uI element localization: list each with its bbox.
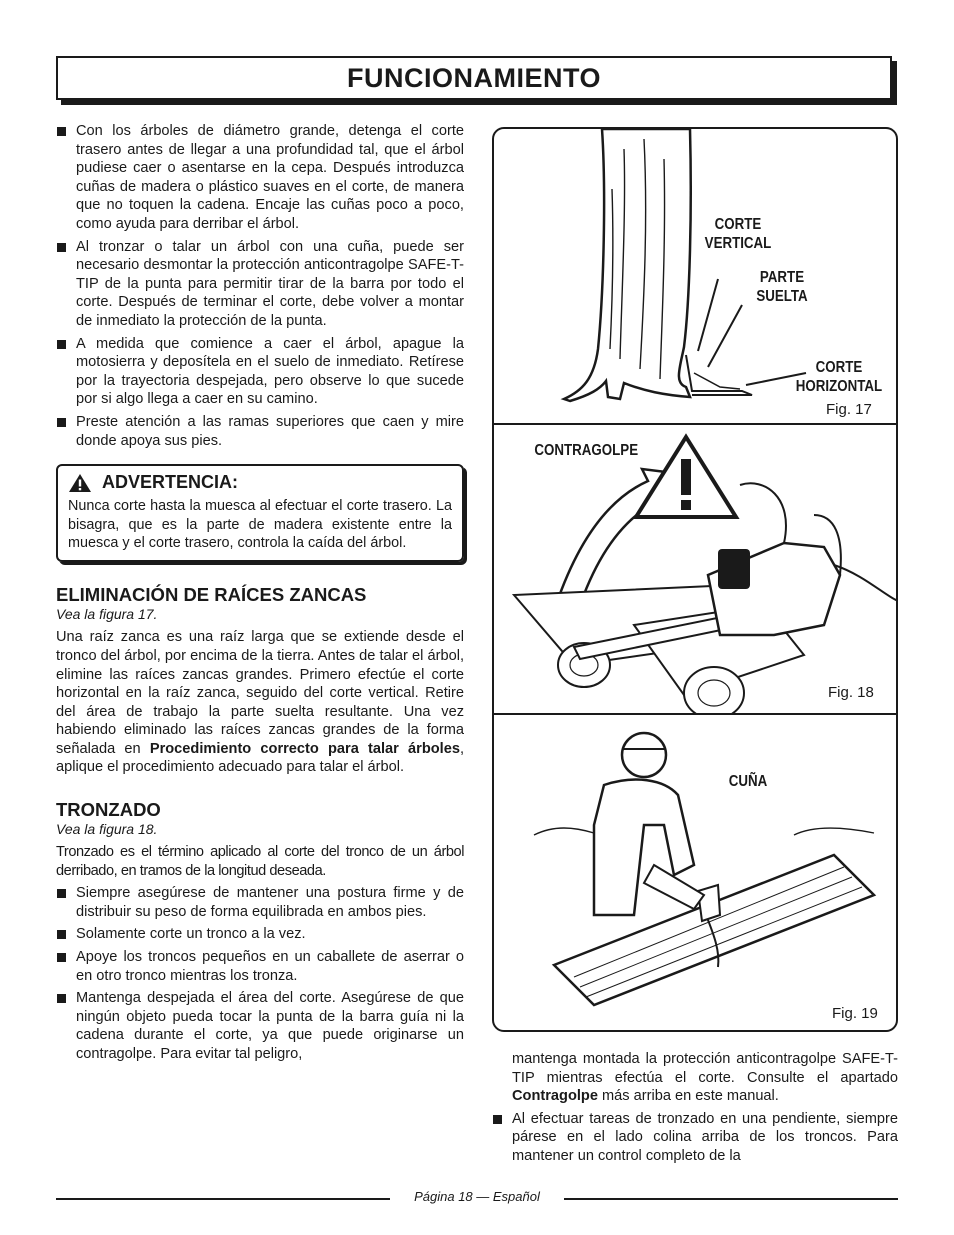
warning-text: Nunca corte hasta la muesca al efectuar el corte trasero. La bisagra, que es la parte de madera existente entre la muesca y el corte trasero, controla la caída del árbol. xyxy=(68,498,452,551)
bold-reference: Procedimiento correcto para talar árboles xyxy=(149,740,460,757)
page-title-box xyxy=(56,56,892,100)
figures-frame xyxy=(492,127,898,1032)
bucking-bullets xyxy=(56,884,464,1063)
text-span: Una raíz zanca es una raíz larga que se extiende desde el tronco del árbol, por encima de la tierra. Antes de talar el árbol, elimine las raíces zancas grandes. Primero efectúe el corte horizontal en la raíz zanca, seguido del corte vertical. Retire del área de trabajo la parte suelta resultante. Una vez habiendo eliminado las raíces zancas grandes de la forma señalada en xyxy=(56,629,464,757)
text-span: , aplique el procedimiento adecuado para talar el árbol. xyxy=(56,740,464,776)
slope-bullets xyxy=(492,1110,898,1166)
list-item: Solamente corte un tronco a la vez. xyxy=(56,925,464,944)
left-column xyxy=(56,122,464,1068)
text-span: más arriba en este manual. xyxy=(597,1088,779,1105)
callout-parte-suelta: PARTE SUELTA xyxy=(756,269,808,305)
fig18-bucking-illustration xyxy=(494,425,898,715)
page-footer xyxy=(56,1187,898,1207)
callout-cuna: CUÑA xyxy=(728,773,768,790)
fig19-label: Fig. 19 xyxy=(832,1005,878,1022)
warning-header xyxy=(68,472,452,493)
warning-heading: ADVERTENCIA: xyxy=(102,472,239,493)
list-item: Al efectuar tareas de tronzado en una pendiente, siempre párese en el lado colina arriba de los troncos. Para mantener un control completo de la xyxy=(492,1110,898,1166)
footer-page-number: Página 18 — Español xyxy=(414,1189,540,1204)
bold-reference: Contragolpe xyxy=(512,1088,598,1105)
figure-reference: Vea la figura 17. xyxy=(56,606,158,623)
footer-rule-right xyxy=(564,1198,898,1200)
section-heading-bucking: TRONZADO xyxy=(56,799,161,821)
text-span: mantenga montada la protección anticontragolpe SAFE-T-TIP mientras efectúa el corte. Consulte el apartado xyxy=(512,1051,898,1086)
fig18-label: Fig. 18 xyxy=(828,684,874,701)
list-item: Al tronzar o talar un árbol con una cuña, puede ser necesario desmontar la protección anticontragolpe SAFE-T-TIP de la punta para permitir tirar de la barra por todo el corte. Después de terminar el corte, debe volver a montar de inmediato la protección de la punta. xyxy=(56,238,464,331)
figure-reference: Vea la figura 18. xyxy=(56,821,158,838)
callout-contragolpe: CONTRAGOLPE xyxy=(534,442,639,459)
list-item: Preste atención a las ramas superiores que caen y mire donde apoya sus pies. xyxy=(56,413,464,450)
section-heading-root-removal: ELIMINACIÓN DE RAÍCES ZANCAS xyxy=(56,584,367,606)
fig17-label: Fig. 17 xyxy=(826,401,872,418)
callout-corte-horizontal: CORTE HORIZONTAL xyxy=(795,359,883,395)
right-column-text xyxy=(492,1050,898,1170)
list-item: Con los árboles de diámetro grande, detenga el corte trasero antes de llegar a una profundidad tal, que el árbol pudiese caer o asentarse en la cepa. Después introduzca cuñas de madera o plástico suaves en el corte, de manera que no toquen la cadena. Encaje las cuñas poco a poco, como ayuda para derribar el árbol. xyxy=(56,122,464,234)
felling-bullets xyxy=(56,122,464,450)
list-item: Siempre asegúrese de mantener una postura firme y de distribuir su peso de forma equilibrada en ambos pies. xyxy=(56,884,464,921)
page-title: FUNCIONAMIENTO xyxy=(347,62,601,93)
fig19-wedge-illustration xyxy=(494,715,898,1032)
warning-triangle-icon xyxy=(68,473,92,493)
list-item: Apoye los troncos pequeños en un caballete de aserrar o en otro tronco mientras los tronza. xyxy=(56,948,464,985)
callout-corte-vertical: CORTE VERTICAL xyxy=(704,216,772,252)
continued-paragraph xyxy=(492,1050,898,1106)
warning-box xyxy=(56,464,464,562)
list-item: Mantenga despejada el área del corte. Asegúrese de que ningún objeto pueda tocar la punta de la barra guía ni la cadena durante el corte, ya que puede originarse un contragolpe. Para evitar tal peligro, xyxy=(56,989,464,1063)
list-item: A medida que comience a caer el árbol, apague la motosierra y deposítela en el suelo de inmediato. Retírese por la trayectoria despejada, pero observe lo que sucede por si algo llega a caer en su camino. xyxy=(56,335,464,409)
bucking-text: Tronzado es el término aplicado al corte del tronco de un árbol derribado, en tramos de la longitud deseada. xyxy=(56,844,464,879)
root-removal-text xyxy=(56,628,464,777)
